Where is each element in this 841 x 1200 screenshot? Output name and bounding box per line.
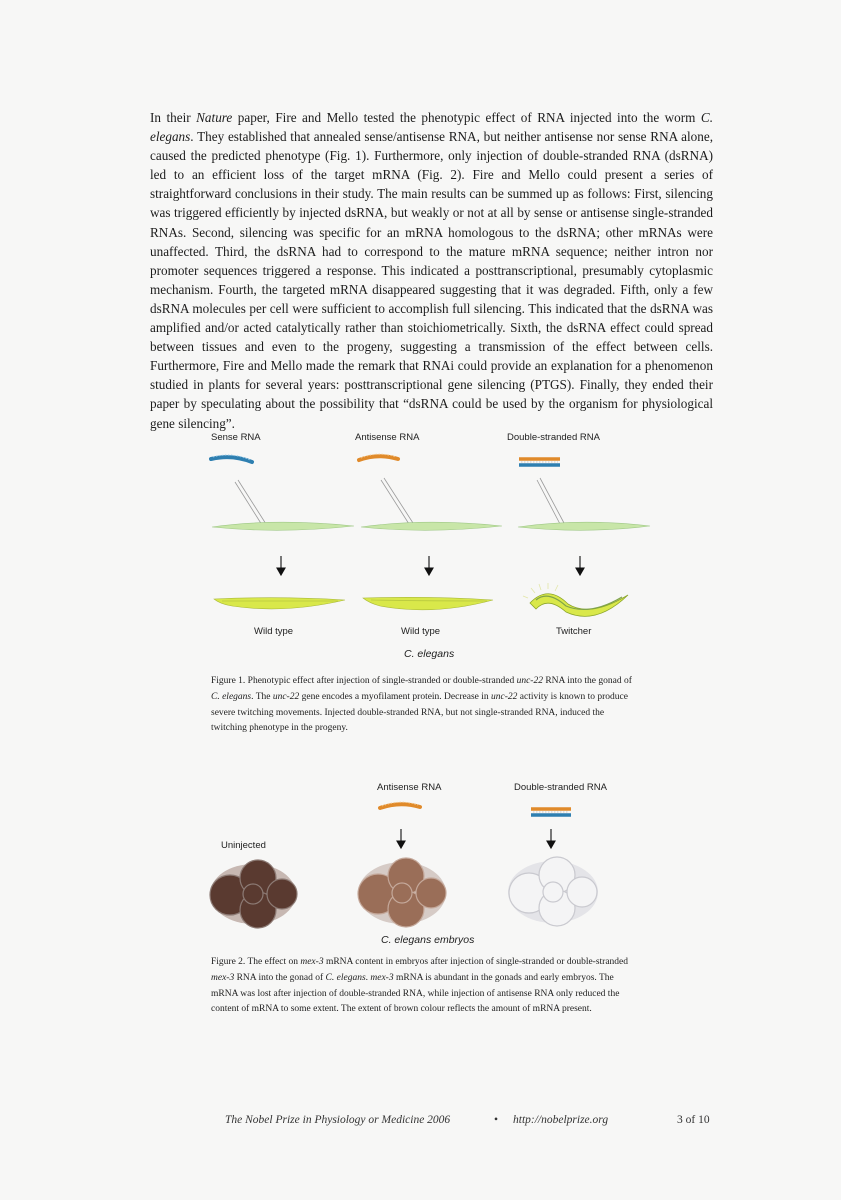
uninjected-label: Uninjected — [221, 840, 266, 851]
result-label-2: Wild type — [401, 626, 441, 637]
footer-journal: The Nobel Prize in Physiology or Medicine 2006 — [225, 1114, 451, 1126]
antisense-rna-label: Antisense RNA — [355, 432, 420, 443]
embryo-antisense — [358, 858, 446, 927]
antisense-rna-label-2: Antisense RNA — [377, 782, 442, 793]
double-stranded-rna-label: Double-stranded RNA — [507, 432, 600, 443]
result-label-1: Wild type — [254, 626, 294, 637]
figure1-caption: Figure 1. Phenotypic effect after injection of single-stranded or double-stranded unc-22 RNA into the gonad of C. elegans. The unc-22 gene encodes a myofilament protein. Decrease in unc-22 activity is known to produce severe twitching movements. Injected double-stranded RNA, but not single-stranded RNA, induced the twitching phenotype in the progeny. — [211, 676, 632, 734]
sense-rna-label: Sense RNA — [211, 432, 261, 443]
antisense-rna-strand-2 — [380, 802, 420, 808]
footer-bullet: • — [494, 1114, 499, 1126]
body-paragraph: In their Nature paper, Fire and Mello tested the phenotypic effect of RNA injected into the worm C. elegans. They established that annealed sense/antisense RNA, but neither antisense nor sense RNA alone, caused the predicted phenotype (Fig. 1). Furthermore, only injection of double-stranded RNA (dsRNA) led to an efficient loss of the target mRNA (Fig. 2). Fire and Mello could present a series of straightforward conclusions in their study. The main results can be summed up as follows: First, silencing was triggered efficiently by injected dsRNA, but weakly or not at all by sense or antisense single-stranded RNAs. Second, silencing was specific for an mRNA homologous to the dsRNA; other mRNAs were unaffected. Third, the dsRNA had to correspond to the mature mRNA sequence; neither intron nor promoter sequences triggered a response. This indicated a posttranscriptional, presumably cytoplasmic mechanism. Fourth, the targeted mRNA disappeared suggesting that it was degraded. Fifth, only a few dsRNA molecules per cell were sufficient to accomplish full silencing. This indicated that the dsRNA was amplified and/or acted catalytically rather than stoichiometrically. Sixth, the dsRNA effect could spread between tissues and even to the progeny, suggesting a transmission of the effect between cells. Furthermore, Fire and Mello made the remark that RNAi could provide an explanation for a phenomenon studied in plants for several years: posttranscriptional gene silencing (PTGS). Finally, they ended their paper by speculating about the possibility that “dsRNA could be used by the organism for physiological gene silencing”. — [150, 110, 714, 431]
figure2-arrows — [397, 829, 555, 848]
result-label-3: Twitcher — [556, 626, 592, 637]
figure1-title: C. elegans — [404, 648, 455, 660]
embryo-dsrna — [508, 857, 598, 926]
double-stranded-rna-2 — [531, 809, 571, 815]
embryo-uninjected — [210, 860, 297, 928]
footer-url[interactable]: http://nobelprize.org — [513, 1114, 609, 1126]
double-stranded-rna-label-2: Double-stranded RNA — [514, 782, 607, 793]
figure2-caption: Figure 2. The effect on mex-3 mRNA content in embryos after injection of single-stranded or double-stranded mex-3 RNA into the gonad of C. elegans. mex-3 mRNA is abundant in the gonads and early embryos. The mRNA was lost after injection of double-stranded RNA, while injection of antisense RNA only reduced the content of mRNA to some extent. The extent of brown colour reflects the amount of mRNA present. — [211, 957, 629, 1015]
page-number: 3 of 10 — [677, 1114, 710, 1126]
figure2-title: C. elegans embryos — [381, 934, 475, 946]
